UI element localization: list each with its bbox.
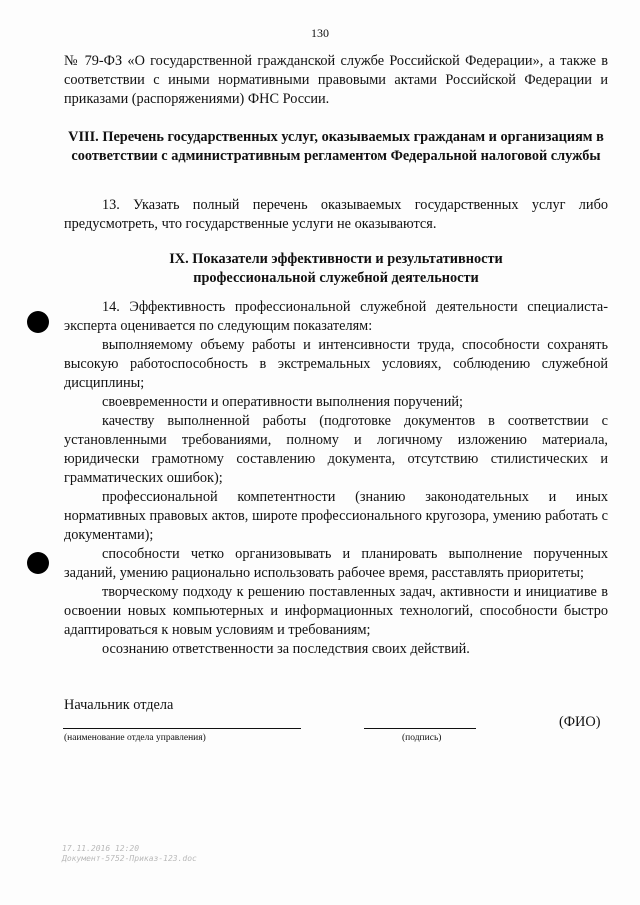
intro-paragraph: № 79-ФЗ «О государственной гражданской службе Российской Федерации», а также в соответствии с иными нормативными правовыми актами Российской Федерации и приказами (распоряжениями) ФНС России. xyxy=(64,53,608,107)
signature-title: Начальник отдела xyxy=(64,697,174,713)
signature-line xyxy=(364,728,476,729)
criterion-item: качеству выполненной работы (подготовке документов в соответствии с установленными требованиями, полному и логичному изложению материала, юридически грамотному составлению документа, отсутствию стилистических и грамматических ошибок); xyxy=(64,413,608,486)
criterion-item: выполняемому объему работы и интенсивности труда, способности сохранять высокую работоспособность в экстремальных условиях, соблюдению служебной дисциплины; xyxy=(64,337,608,391)
print-stamp-line: Документ-5752-Приказ-123.doc xyxy=(62,854,197,863)
item-13-paragraph: 13. Указать полный перечень оказываемых государственных услуг либо предусмотреть, что государственные услуги не оказываются. xyxy=(64,197,608,232)
signature-caption: (подпись) xyxy=(402,733,442,743)
print-stamp-line: 17.11.2016 12:20 xyxy=(62,844,140,853)
criterion-item: способности четко организовывать и планировать выполнение порученных заданий, умению рационально использовать рабочее время, расставлять приоритеты; xyxy=(64,546,608,581)
criterion-item: творческому подходу к решению поставленных задач, активности и инициативе в освоении новых компьютерных и информационных технологий, способности быстро адаптироваться к новым условиям и требованиям; xyxy=(64,584,608,638)
print-stamp xyxy=(62,844,197,864)
section-9-title: IX. Показатели эффективности и результативности профессиональной служебной деятельности xyxy=(169,251,503,286)
section-8-title: VIII. Перечень государственных услуг, оказываемых гражданам и организациям в соответствии с административным регламентом Федеральной налоговой службы xyxy=(68,129,604,164)
punch-hole-top xyxy=(27,311,49,333)
page-number: 130 xyxy=(311,26,329,40)
criterion-item: осознанию ответственности за последствия своих действий. xyxy=(102,641,470,657)
item-14-section xyxy=(64,298,608,659)
item-14-paragraph: 14. Эффективность профессиональной служебной деятельности специалиста-эксперта оценивается по следующим показателям: xyxy=(64,299,608,334)
punch-hole-bottom xyxy=(27,552,49,574)
criterion-item: своевременности и оперативности выполнения поручений; xyxy=(102,394,463,410)
department-signature-line xyxy=(63,728,301,729)
fio-label: (ФИО) xyxy=(559,714,601,730)
department-caption: (наименование отдела управления) xyxy=(64,733,206,743)
criterion-item: профессиональной компетентности (знанию законодательных и иных нормативных правовых актов, широте профессионального кругозора, умению работать с документами); xyxy=(64,489,608,543)
